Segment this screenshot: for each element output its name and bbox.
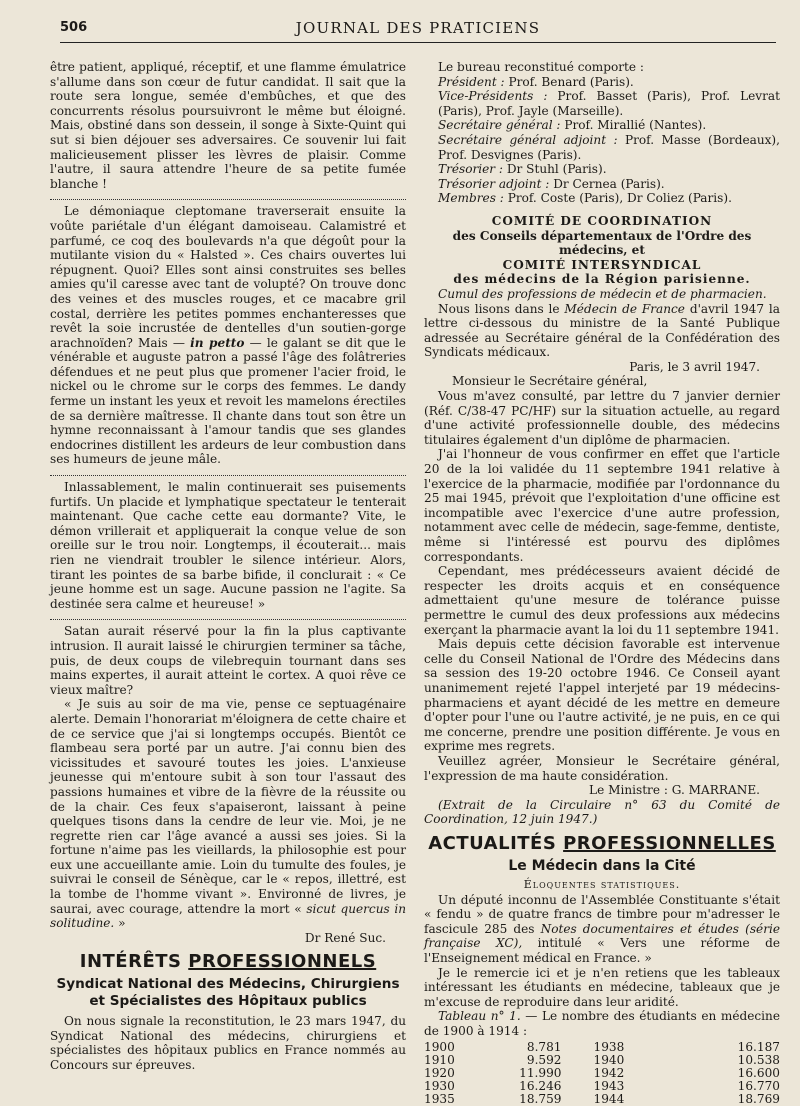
- subsection-title: Le Médecin dans la Cité: [508, 858, 696, 875]
- bureau-role: Secrétaire général :: [438, 118, 561, 133]
- bureau-names: Dr Cernea (Paris).: [553, 176, 665, 191]
- text-span: Un député inconnu de l'Assemblée Constituante s'était « fendu » de quatre francs de timbre pour m'adresser le fascicule 285 des: [424, 892, 780, 936]
- value-cell: 11.990: [519, 1065, 562, 1080]
- dotted-separator: [50, 193, 406, 200]
- paragraph: Je le remercie ici et je n'en retiens que les tableaux intéressant les étudiants en médecine, tableaux que je m'excuse de reproduire dans leur aridité.: [424, 965, 780, 1009]
- bureau-intro: Le bureau reconstitué comporte :: [438, 60, 644, 74]
- paragraph: J'ai l'honneur de vous confirmer en effet que l'article 20 de la loi validée du 11 septembre 1941 relative à l'exercice de la pharmacie, modifiée par l'ordonnance du 25 mai 1945, prévoit que l'exploitation d'une officine est incompatible avec l'exercice d'une autre profession, notamment avec celle de médecin, sage-femme, dentiste, même si l'intéressé est pourvu des diplômes correspondants.: [424, 447, 780, 564]
- bureau-member-line: [424, 177, 780, 192]
- paragraph: être patient, appliqué, réceptif, et une flamme émulatrice s'allume dans son cœur de futur candidat. Il sait que la route sera longue, semée d'embûches, et que des concurrents résolus poursuivront le même but éloigné. Mais, obstiné dans son dessein, il songe à Sixte-Quint qui sut si bien déjouer ses adversaires. Ce souvenir lui fait malicieusement plisser les lèvres de plaisir. Comme l'autre, il saura attendre l'heure de sa petite fumée blanche !: [50, 60, 406, 191]
- table-row: [424, 1080, 780, 1093]
- bureau-member-line: [424, 75, 780, 90]
- bureau-member-line: [424, 118, 780, 133]
- year-cell: 1944: [593, 1091, 625, 1106]
- value-cell: 18.769: [737, 1091, 780, 1106]
- paragraph: Vous m'avez consulté, par lettre du 7 janvier dernier (Réf. C/38-47 PC/HF) sur la situation actuelle, au regard d'une activité professionnelle double, des médecins titulaires également d'un diplôme de pharmacien.: [424, 389, 780, 447]
- bureau-role: Président :: [438, 74, 505, 89]
- year-cell: 1938: [593, 1039, 625, 1054]
- text-span-italic: sicut quercus in solitudine.: [50, 901, 406, 931]
- text-span: Nous lisons dans le: [438, 301, 560, 316]
- comite-subtitle-2: des médecins de la Région parisienne.: [453, 272, 751, 287]
- tableau-label: Tableau n° 1.: [438, 1009, 521, 1024]
- paragraph: Satan aurait réservé pour la fin la plus captivante intrusion. Il aurait laissé le chirurgien terminer sa tâche, puis, de deux coups de vilebrequin tournant dans ses mains expertes, il aurait atteint le cortex. A quoi rêve ce vieux maître?: [50, 624, 406, 697]
- bureau-names: Prof. Masse (Bordeaux), Prof. Desvignes (Paris).: [438, 132, 780, 162]
- paragraph: Veuillez agréer, Monsieur le Secrétaire général, l'expression de ma haute considération.: [424, 753, 780, 783]
- extrait: (Extrait de la Circulaire n° 63 du Comité de Coordination, 12 juin 1947.): [424, 797, 780, 827]
- bureau-role: Vice-Présidents :: [438, 89, 548, 104]
- paragraph: [424, 893, 780, 966]
- signature: Dr René Suc.: [304, 930, 386, 945]
- syndicat-heading: Syndicat National des Médecins, Chirurgiens et Spécialistes des Hôpitaux publics: [56, 976, 400, 1010]
- page-number: 506: [60, 20, 88, 35]
- text-span: Le démoniaque cleptomane traverserait ensuite la voûte pariétale d'un élégant damoiseau. Calamistré et parfumé, ce coq des boulevards n'a que dégoût pour la mutilante vision du « Halsted ». Ces chairs ouvertes lui répugnent. Quoi? Elles sont ainsi construites ses belles amies qu'il caresse avec tant de volupté? On trouve donc des veines et des muscles rouges, et ce macabre gril costal, derrière les petites pommes enchanteresses que revêt la soie incrustée de dentelles d'un soutien-gorge arachnoïden? Mais —: [50, 204, 406, 350]
- dotted-separator: [50, 469, 406, 476]
- year-cell: 1930: [424, 1078, 455, 1093]
- year-cell: 1900: [424, 1039, 455, 1054]
- bureau-names: Prof. Coste (Paris), Dr Coliez (Paris).: [507, 191, 732, 206]
- bureau-names: Dr Stuhl (Paris).: [506, 162, 607, 177]
- value-cell: 16.770: [737, 1078, 780, 1093]
- bureau-names: Prof. Benard (Paris).: [508, 74, 634, 89]
- bureau-member-line: [424, 133, 780, 162]
- text-span-italic: Notes documentaires et études (série française XC),: [424, 921, 780, 951]
- bureau-role: Trésorier :: [438, 162, 503, 177]
- year-cell: 1940: [593, 1052, 625, 1067]
- bureau-member-line: [424, 89, 780, 118]
- heading-word-underlined: PROFESSIONNELS: [188, 951, 377, 973]
- text-span-italic: Médecin de France: [564, 301, 685, 316]
- table-row: [424, 1041, 780, 1054]
- value-cell: 16.600: [737, 1065, 780, 1080]
- table-row: [424, 1054, 780, 1067]
- text-span: d'avril 1947 la lettre ci-dessous du ministre de la Santé Publique adressée au Secrétaire général de la Confédération des Syndicats médicaux.: [424, 301, 780, 360]
- table-row: [424, 1067, 780, 1080]
- text-span-italic: in petto: [190, 335, 245, 350]
- value-cell: 18.759: [519, 1091, 562, 1106]
- section-heading: [50, 951, 406, 973]
- cumul-subheading: Cumul des professions de médecin et de pharmacien.: [438, 286, 767, 301]
- text-span: — Le nombre des étudiants en médecine de 1900 à 1914 :: [424, 1009, 780, 1038]
- text-span: « Je suis au soir de ma vie, pense ce septuagénaire alerte. Demain l'honorariat m'éloignera de cette chaire et de ce service que j'ai si longtemps occupés. Bientôt ce flambeau sera porté par un autre. J'ai connu bien des vicissitudes et savouré toutes les joies. L'anxieuse jeunesse qui m'entoure subit à son tour l'assaut des passions humaines et vibre de la fièvre de la réussite ou de la chair. Ces feux s'apaiseront, laissant à peine quelques tisons dans la cendre de leur vie. Moi, je ne regrette rien car l'âge avancé a aussi ses joies. Si la fortune n'aime pas les vieillards, la philosophie est pour eux une accueillante amie. Loin du tumulte des foules, je suivrai le conseil de Sénèque, car le « repos, illettré, est la tombe de l'homme vivant ». Environné de livres, je saurai, avec courage, attendre la mort «: [50, 697, 406, 916]
- value-cell: 10.538: [737, 1052, 780, 1067]
- bureau-role: Trésorier adjoint :: [438, 176, 550, 191]
- bureau-list: [424, 75, 780, 206]
- value-cell: 16.187: [737, 1039, 780, 1054]
- year-cell: 1910: [424, 1052, 455, 1067]
- value-cell: 8.781: [526, 1039, 562, 1054]
- right-column: [424, 60, 780, 1106]
- heading-word: ACTUALITÉS: [428, 832, 557, 854]
- heading-word-underlined: PROFESSIONNELLES: [563, 832, 776, 854]
- bureau-names: Prof. Basset (Paris), Prof. Levrat (Paris), Prof. Jayle (Marseille).: [438, 89, 780, 118]
- heading-word: INTÉRÊTS: [79, 951, 182, 973]
- paragraph: Inlassablement, le malin continuerait ses puisements furtifs. Un placide et lymphatique spectateur le tenterait maintenant. Que cache cette eau dormante? Vite, le démon vrillerait et appliquerait la conque velue de son oreille sur le trou noir. Longtemps, il écouterait... mais rien ne viendrait troubler le silence intérieur. Alors, tirant les pointes de sa barbe bifide, il conclurait : « Ce jeune homme est un sage. Aucune passion ne l'agite. Sa destinée sera calme et heureuse! »: [50, 480, 406, 611]
- minister-signature: Le Ministre : G. MARRANE.: [589, 783, 760, 798]
- comite-title: COMITÉ DE COORDINATION: [491, 213, 713, 228]
- comite-title-2: COMITÉ INTERSYNDICAL: [502, 257, 702, 272]
- students-table: [424, 1041, 780, 1106]
- bureau-role: Secrétaire général adjoint :: [438, 132, 618, 147]
- table-row: [424, 1093, 780, 1106]
- section-heading: [424, 832, 780, 854]
- text-span: »: [118, 916, 126, 931]
- paragraph: [424, 1009, 780, 1038]
- page-header: [60, 16, 776, 44]
- paragraph: [50, 697, 406, 931]
- paragraph: Mais depuis cette décision favorable est intervenue celle du Conseil National de l'Ordre des Médecins dans sa session des 19-20 octobre 1946. Ce Conseil ayant unanimement rejeté l'appel interjeté par 19 médecins-pharmaciens et ayant décidé de les mettre en demeure d'opter pour l'une ou l'autre activité, je ne puis, en ce qui me concerne, prendre une position différente. Je vous en exprime mes regrets.: [424, 637, 780, 754]
- year-cell: 1935: [424, 1091, 455, 1106]
- letter-date: Paris, le 3 avril 1947.: [629, 359, 760, 374]
- value-cell: 16.246: [519, 1078, 562, 1093]
- year-cell: 1943: [593, 1078, 625, 1093]
- paragraph: Cependant, mes prédécesseurs avaient décidé de respecter les droits acquis et en conséquence admettaient qu'une mesure de tolérance puisse permettre le cumul des deux professions aux médecins exerçant la pharmacie avant la loi du 11 septembre 1941.: [424, 564, 780, 637]
- bureau-names: Prof. Mirallié (Nantes).: [564, 118, 707, 133]
- journal-title: JOURNAL DES PRATICIENS: [295, 19, 541, 37]
- text-span: intitulé « Vers une réforme de l'Enseignement médical en France. »: [424, 936, 780, 966]
- bureau-member-line: [424, 191, 780, 206]
- dotted-separator: [50, 613, 406, 620]
- year-cell: 1942: [593, 1065, 625, 1080]
- comite-subtitle: des Conseils départementaux de l'Ordre des médecins, et: [452, 228, 752, 258]
- text-span: — le galant se dit que le vénérable et auguste patron a passé l'âge des folâtreries défendues et ne peut plus que promener l'acier froid, le nickel ou le chrome sur le corps des femmes. Le dandy ferme un instant les yeux et revoit les mamelons érectiles de sa dernière maîtresse. Il chante dans tout son être un hymne reconnaissant à l'amour tandis que ses glandes endocrines distillent les ardeurs de leur combustion dans ses humeurs de jeune mâle.: [50, 335, 406, 467]
- header-rule: [60, 42, 776, 43]
- paragraph: [424, 302, 780, 360]
- left-column: [50, 60, 406, 1072]
- subsection-subtitle: Éloquentes statistiques.: [523, 878, 681, 892]
- bureau-role: Membres :: [438, 191, 504, 206]
- paragraph: [50, 204, 406, 467]
- year-cell: 1920: [424, 1065, 455, 1080]
- salutation: Monsieur le Secrétaire général,: [452, 374, 648, 389]
- paragraph: On nous signale la reconstitution, le 23 mars 1947, du Syndicat National des médecins, chirurgiens et spécialistes des hôpitaux publics en France nommés au Concours sur épreuves.: [50, 1014, 406, 1072]
- bureau-member-line: [424, 162, 780, 177]
- value-cell: 9.592: [526, 1052, 562, 1067]
